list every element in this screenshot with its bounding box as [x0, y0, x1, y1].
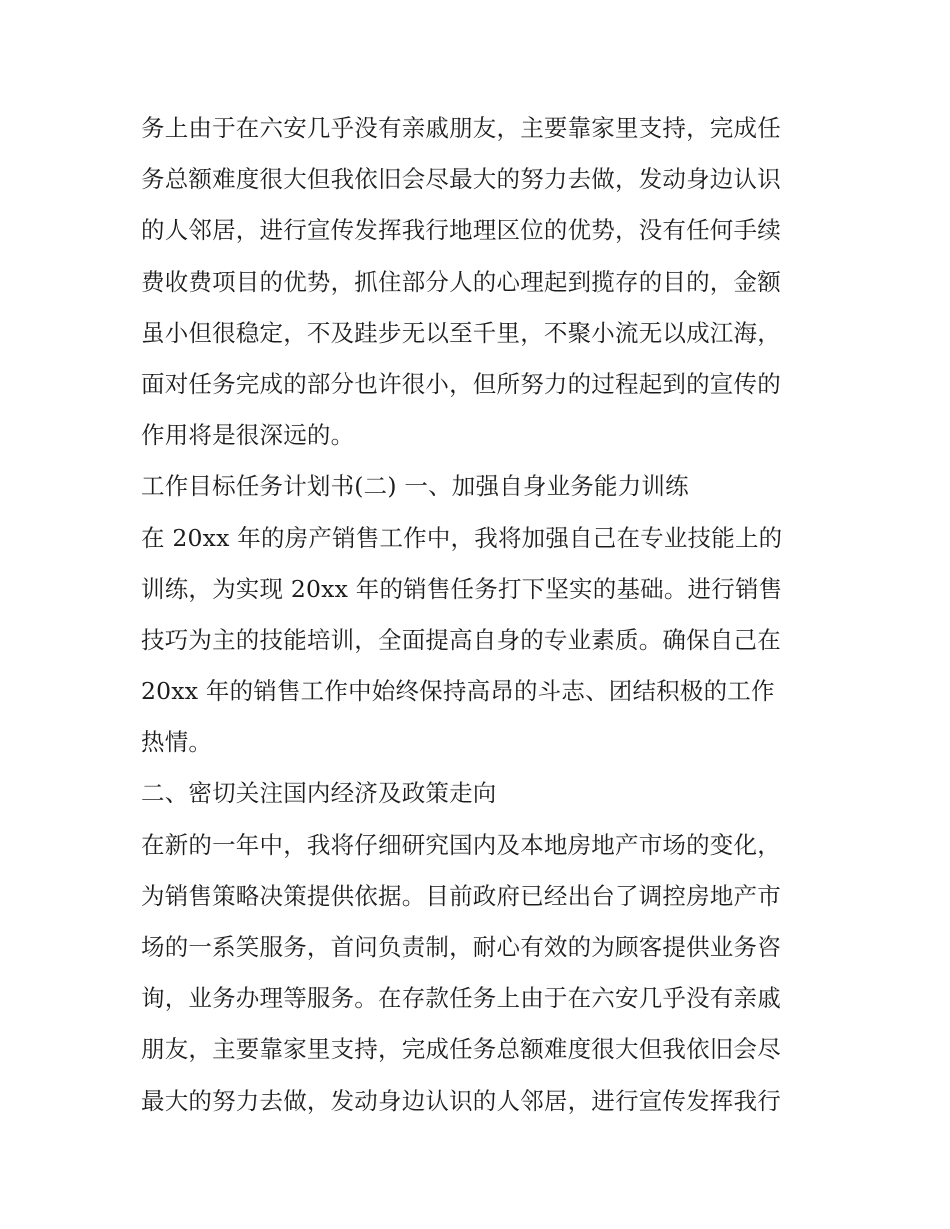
text-line: 面对任务完成的部分也许很小，但所努力的过程起到的宣传的 [141, 369, 781, 398]
section-heading-line: 二、密切关注国内经济及政策走向 [141, 779, 497, 808]
text-line: 虽小但很稳定，不及跬步无以至千里，不聚小流无以成江海， [141, 318, 781, 347]
text-line: 朋友，主要靠家里支持，完成任务总额难度很大但我依旧会尽 [141, 1035, 781, 1064]
text-line: 技巧为主的技能培训，全面提高自身的专业素质。确保自己在 [141, 625, 781, 654]
text-line: 为销售策略决策提供依据。目前政府已经出台了调控房地产市 [141, 881, 781, 910]
text-line: 的人邻居，进行宣传发挥我行地理区位的优势，没有任何手续 [141, 216, 781, 245]
text-line: 务总额难度很大但我依旧会尽最大的努力去做，发动身边认识 [141, 165, 781, 194]
text-line: 最大的努力去做，发动身边认识的人邻居，进行宣传发挥我行 [141, 1086, 781, 1115]
section-heading-line: 工作目标任务计划书(二) 一、加强自身业务能力训练 [141, 472, 689, 501]
text-line: 询，业务办理等服务。在存款任务上由于在六安几乎没有亲戚 [141, 984, 781, 1013]
text-line: 热情。 [141, 728, 213, 757]
text-line: 务上由于在六安几乎没有亲戚朋友，主要靠家里支持，完成任 [141, 114, 781, 142]
text-line: 在新的一年中，我将仔细研究国内及本地房地产市场的变化， [141, 830, 781, 859]
document-body [141, 103, 821, 1127]
text-line: 场的一系笑服务，首问负责制，耐心有效的为顾客提供业务咨 [141, 933, 781, 961]
text-line: 在 20xx 年的房产销售工作中，我将加强自己在专业技能上的 [141, 523, 783, 552]
text-line: 训练，为实现 20xx 年的销售任务打下坚实的基础。进行销售 [141, 574, 783, 603]
text-line: 费收费项目的优势，抓住部分人的心理起到揽存的目的，金额 [141, 267, 781, 296]
text-line: 作用将是很深远的。 [141, 421, 355, 450]
text-line: 20xx 年的销售工作中始终保持高昂的斗志、团结积极的工作 [141, 677, 775, 706]
